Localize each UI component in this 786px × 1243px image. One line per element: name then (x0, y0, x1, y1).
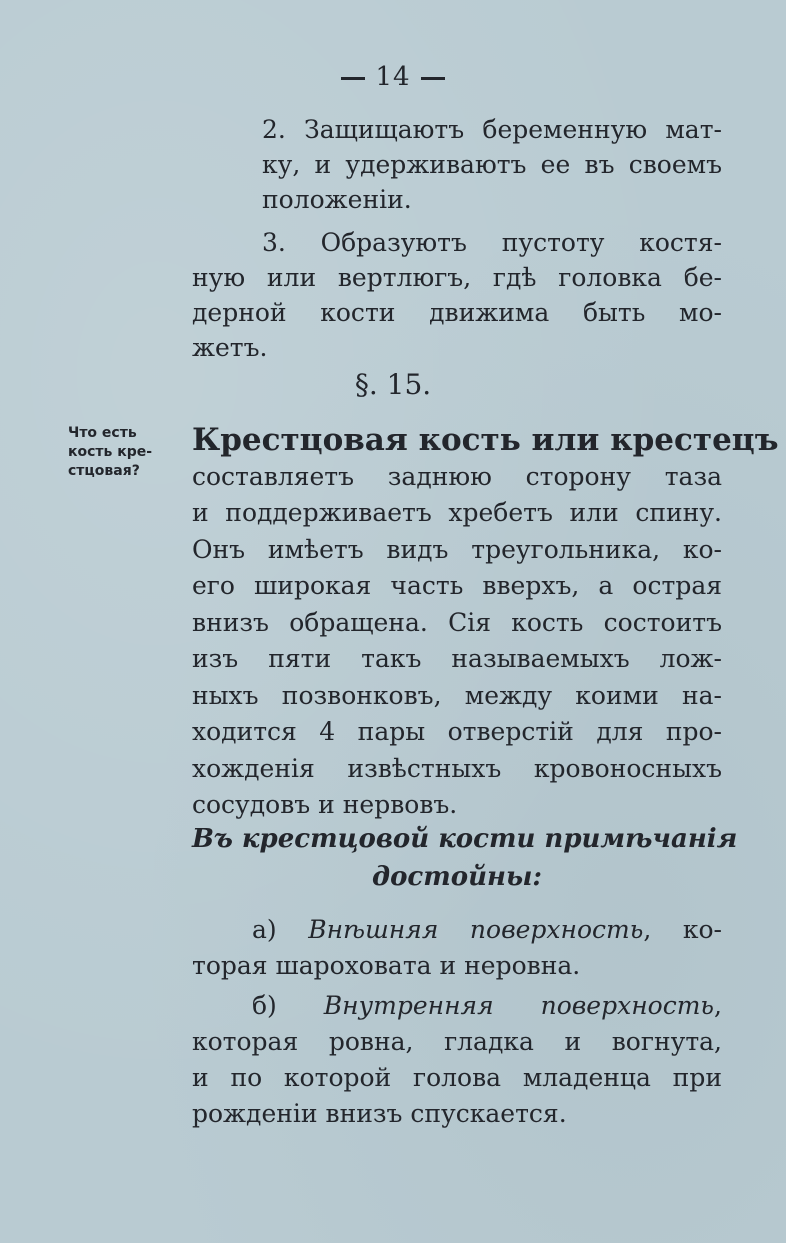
text-line: жетъ. (192, 333, 268, 362)
item-marker: а) (252, 915, 277, 944)
item-first-line (192, 988, 722, 1024)
text-line: положеніи. (262, 185, 412, 214)
item-marker: б) (252, 991, 277, 1020)
main-paragraph-lead: Крестцовая кость или крестецъ (192, 422, 779, 458)
paragraph-item-3 (192, 225, 722, 365)
subsection-heading (192, 820, 738, 896)
text-line: и по которой голова младенца при (192, 1063, 722, 1092)
section-heading: §. 15. (354, 368, 432, 401)
items-list (192, 912, 722, 1132)
item-title: Внѣшняя поверхность (308, 915, 644, 944)
list-item-a (192, 912, 722, 984)
item-first-rest: , (714, 991, 722, 1020)
dash-right (421, 77, 445, 80)
text-line: хожденія извѣстныхъ кровоносныхъ (192, 753, 722, 783)
text-line: составляетъ заднюю сторону таза (192, 461, 722, 491)
text-line: его широкая часть вверхъ, а острая (192, 571, 722, 600)
dash-left (341, 77, 365, 80)
text-line: Онъ имѣетъ видъ треугольника, ко- (192, 534, 722, 564)
text-line: рожденіи внизъ спускается. (192, 1099, 567, 1128)
text-line: изъ пяти такъ называемыхъ лож- (192, 644, 722, 673)
paragraph-item-2 (192, 112, 722, 217)
list-item-b (192, 988, 722, 1132)
text-line: 3. Образуютъ пустоту костя- (262, 228, 722, 257)
margin-note (68, 424, 186, 481)
page-number (0, 62, 786, 92)
main-paragraph (192, 422, 779, 824)
text-line: торая шароховата и неровна. (192, 951, 581, 980)
heading-line-2: достойны: (371, 862, 542, 892)
top-paragraphs (192, 112, 722, 365)
margin-note-line: кость кре- (68, 444, 153, 460)
item-first-rest: , ко- (643, 915, 722, 944)
text-line: ходится 4 пары отверстій для про- (192, 717, 722, 746)
text-line: сосудовъ и нервовъ. (192, 790, 458, 819)
margin-note-line: Что есть (68, 425, 137, 441)
text-line: ку, и удерживаютъ ее въ своемъ (262, 150, 722, 179)
item-first-line (192, 912, 722, 948)
text-line: внизъ обращена. Сія кость состоитъ (192, 607, 722, 637)
page-number-text: 14 (375, 62, 411, 92)
text-line: ныхъ позвонковъ, между коими на- (192, 680, 722, 710)
text-line: ную или вертлюгъ, гдѣ головка бе- (192, 263, 722, 292)
text-line: которая ровна, гладка и вогнута, (192, 1027, 722, 1056)
text-line: 2. Защищаютъ беременную мат- (262, 115, 722, 144)
text-line: дерной кости движима быть мо- (192, 298, 722, 327)
text-line: и поддерживаетъ хребетъ или спину. (192, 498, 722, 527)
margin-note-line: стцовая? (68, 463, 140, 479)
heading-line-1: Въ крестцовой кости примѣчанія (192, 824, 738, 854)
item-title: Внутренняя поверхность (323, 991, 715, 1020)
